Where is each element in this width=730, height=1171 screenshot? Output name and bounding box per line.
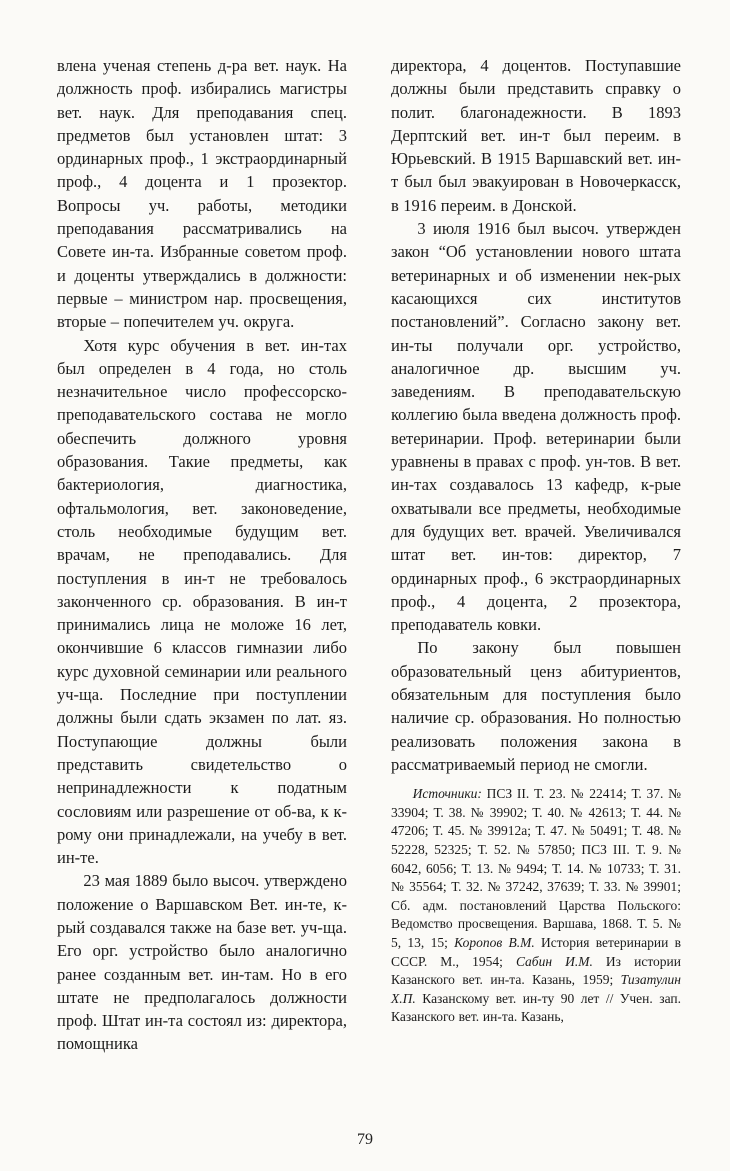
page-number: 79: [357, 1131, 373, 1148]
sources-text-3: Из истории Казанского вет. ин-та. Казань, 1959;: [391, 953, 681, 988]
sources-label: Источники:: [412, 786, 482, 802]
paragraph-left-3: 23 мая 1889 было высоч. утверждено положение о Варшавском Вет. ин-те, к-рый создавался также на базе вет. уч-ща. Его орг. устройство было аналогично ранее созданным вет. ин-там. Но в его штате не предполагалось должности проф. Штат ин-та состоял из: директора, помощника: [57, 871, 347, 1054]
paragraph-right-continuation: директора, 4 доцентов. Поступавшие должны были представить справку о полит. благонадежности. В 1893 Дерптский вет. ин-т был переим. в Юрьевский. В 1915 Варшавский вет. ин-т был был эвакуирован в Новочеркасск, в 1916 переим. в Донской.: [391, 56, 681, 215]
paragraph-right-3: По закону был повышен образовательный ценз абитуриентов, обязательным для поступления было наличие ср. образования. Но полностью реализовать положения закона в рассматриваемый период не смогли.: [391, 638, 681, 774]
sources-author-1: Коропов В.М.: [454, 934, 535, 950]
sources-text-1: ПСЗ II. Т. 23. № 22414; Т. 37. № 33904; Т. 38. № 39902; Т. 40. № 42613; Т. 44. № 47206; Т. 45. № 39912а; Т. 47. № 50491; Т. 48. № 52228, 52325; Т. 52. № 57850; ПСЗ III. Т. 9. № 6042, 6056; Т. 13. № 9494; Т. 14. № 10733; Т. 31. № 35564; Т. 32. № 37242, 37639; Т. 33. № 39901; Сб. адм. постановлений Царства Польского: Ведомство просвещения. Варшава, 1868. Т. 5. № 5, 13, 15;: [391, 786, 681, 950]
paragraph-right-2: 3 июля 1916 был высоч. утвержден закон “Об установлении нового штата ветеринарных и об изменении нек-рых касающихся сих институтов постановлений”. Согласно закону вет. ин-ты получали орг. устройство, аналогичное др. высшим уч. заведениям. В преподавательскую коллегию была введена должность проф. ветеринарии. Проф. ветеринарии были уравнены в правах с проф. ун-тов. В вет. ин-тах создавалось 13 кафедр, к-рые охватывали все предметы, необходимые для будущих вет. врачей. Увеличивался штат вет. ин-тов: директор, 7 ординарных проф., 6 экстраординарных проф., 4 доцента, 2 прозектора, преподаватель ковки.: [391, 219, 682, 635]
sources-text-2: История ветеринарии в СССР. М., 1954;: [391, 934, 681, 969]
sources-author-3: Тизатулин Х.П.: [391, 972, 681, 1006]
paragraph-left-continuation: влена ученая степень д-ра вет. наук. На должность проф. избирались магистры вет. наук. Для преподавания спец. предметов был установлен штат: 3 ординарных проф., 1 экстраординарный проф., 4 доцента и 1 прозектор. Вопросы уч. работы, методики преподавания рассматривались на Совете ин-та. Избранные советом проф. и доценты утверждались в должности: первые – министром нар. просвещения, вторые – попечителем уч. округа.: [57, 56, 347, 332]
sources-text-4: Казанскому вет. ин-ту 90 лет // Учен. зап. Казанского вет. ин-та. Казань,: [391, 990, 681, 1025]
paragraph-left-2: Хотя курс обучения в вет. ин-тах был определен в 4 года, но столь незначительное число профессорско-преподавательского состава не могло обеспечить должного уровня образования. Такие предметы, как бактериология, диагностика, офтальмология, вет. законоведение, столь необходимые будущим вет. врачам, не преподавались. Для поступления в ин-т не требовалось законченного ср. образования. В ин-т принимались лица не моложе 16 лет, окончившие 6 классов гимназии либо курс духовной семинарии или реального уч-ща. Последние при поступлении должны были сдать экзамен по лат. яз. Поступающие должны были представить свидетельство о непринадлежности к податным сословиям или разрешение от об-ва, к к-рому они принадлежали, на учебу в вет. ин-те.: [57, 335, 347, 868]
two-column-text-block: [57, 54, 682, 1056]
right-column: [391, 54, 681, 1056]
sources-section: [391, 785, 681, 1027]
left-column: [57, 54, 347, 1056]
sources-author-2: Сабин И.М.: [515, 953, 593, 969]
